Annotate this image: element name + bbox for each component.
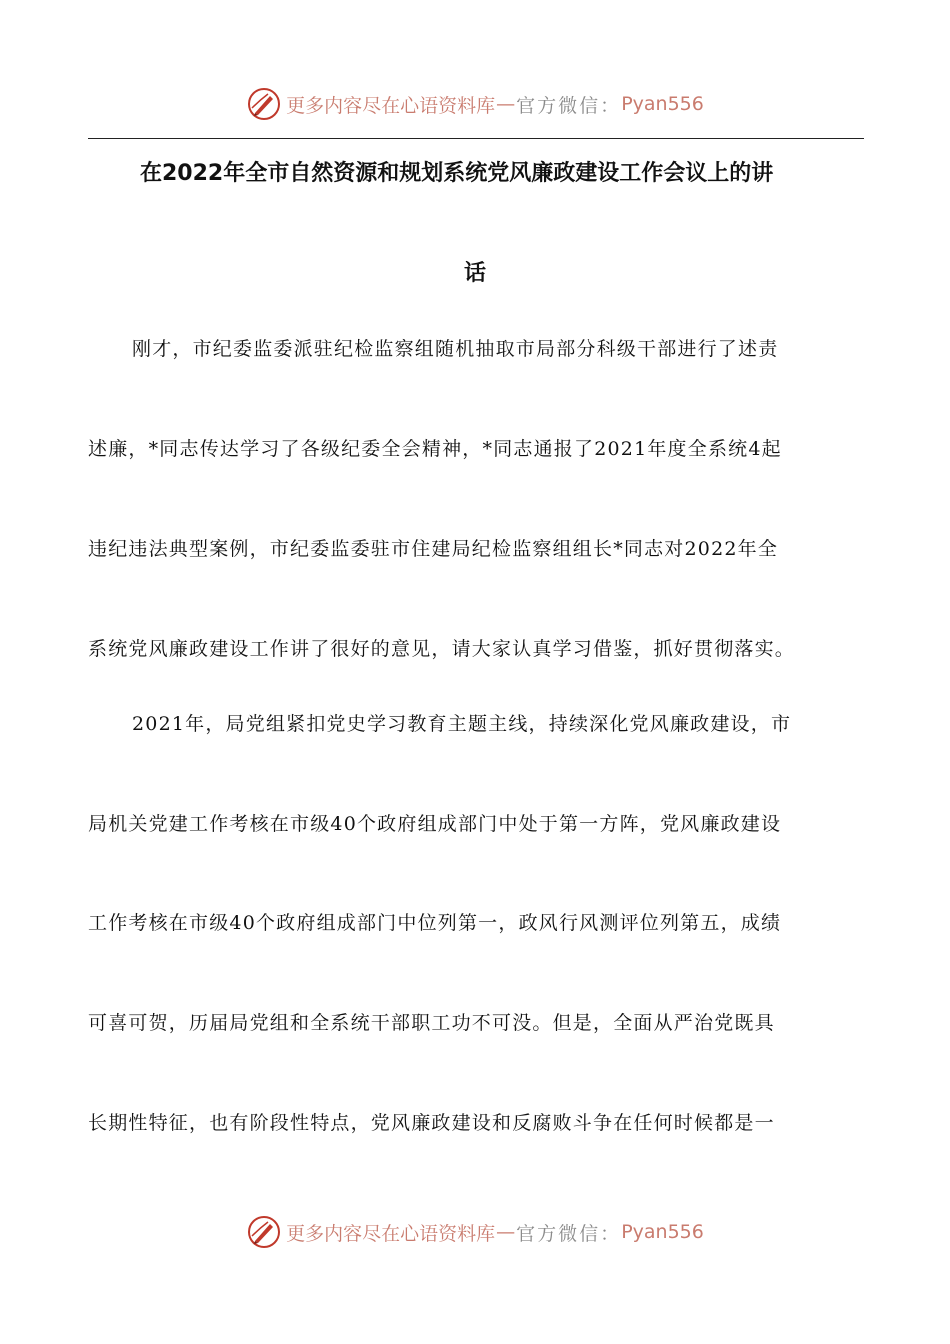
pen-logo-icon [246, 86, 282, 122]
body-line-7: 工作考核在市级40个政府组成部门中位列第一，政风行风测评位列第五，成绩 [88, 912, 782, 934]
document-title-line-1: 在2022年全市自然资源和规划系统党风廉政建设工作会议上的讲 [140, 161, 774, 186]
banner-sub-text: 官方微信： [516, 94, 622, 117]
header-divider [88, 138, 864, 139]
banner-dash: — [496, 93, 516, 115]
body-line-6: 局机关党建工作考核在市级40个政府组成部门中处于第一方阵，党风廉政建设 [88, 813, 782, 835]
body-line-4: 系统党风廉政建设工作讲了很好的意见，请大家认真学习借鉴，抓好贯彻落实。 [88, 638, 796, 660]
body-line-1: 刚才，市纪委监委派驻纪检监察组随机抽取市局部分科级干部进行了述责 [132, 338, 779, 360]
body-line-9: 长期性特征，也有阶段性特点，党风廉政建设和反腐败斗争在任何时候都是一 [88, 1112, 775, 1134]
banner-sub-text: 官方微信： [516, 1222, 622, 1245]
banner-wechat-id: Pyan556 [621, 1221, 704, 1243]
banner-main-text: 更多内容尽在心语资料库 [286, 94, 496, 117]
banner-wechat-id: Pyan556 [621, 93, 704, 115]
banner-dash: — [496, 1221, 516, 1243]
body-line-5: 2021年，局党组紧扣党史学习教育主题主线，持续深化党风廉政建设，市 [132, 713, 792, 735]
body-line-8: 可喜可贺，历届局党组和全系统干部职工功不可没。但是，全面从严治党既具 [88, 1012, 775, 1034]
banner-main-text: 更多内容尽在心语资料库 [286, 1222, 496, 1245]
footer-banner [0, 1212, 950, 1252]
body-line-2: 述廉，*同志传达学习了各级纪委全会精神，*同志通报了2021年度全系统4起 [88, 438, 782, 460]
pen-logo-icon [246, 1214, 282, 1250]
body-line-3: 违纪违法典型案例，市纪委监委驻市住建局纪检监察组组长*同志对2022年全 [88, 538, 779, 560]
header-banner [0, 84, 950, 124]
document-title-line-2: 话 [463, 261, 486, 286]
